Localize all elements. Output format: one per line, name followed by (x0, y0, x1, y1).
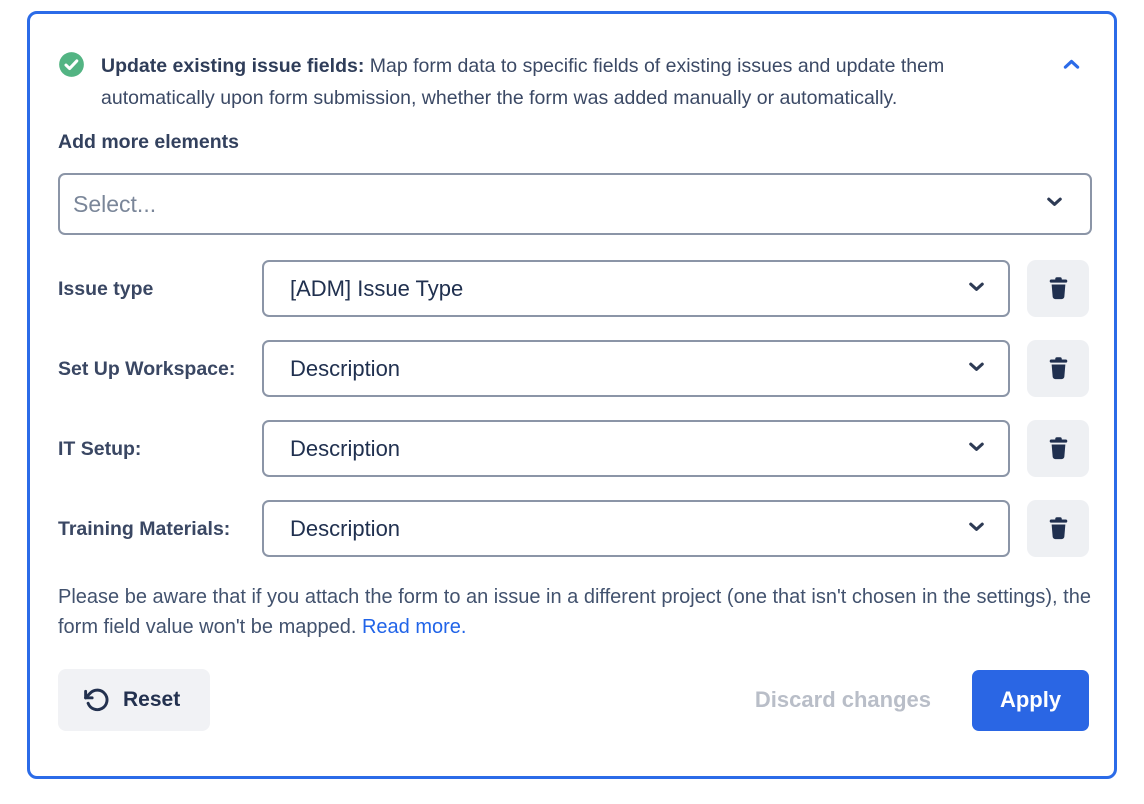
collapse-button[interactable] (1053, 50, 1089, 82)
chevron-up-icon (1061, 54, 1082, 78)
mapping-row-issue-type (58, 260, 1089, 317)
chevron-down-icon (965, 355, 988, 383)
mapping-rows (58, 260, 1089, 557)
mapping-warning-note (58, 582, 1092, 642)
field-select-value: [ADM] Issue Type (290, 275, 464, 301)
add-element-select[interactable] (58, 173, 1092, 235)
chevron-down-icon (965, 435, 988, 463)
mapping-row-label: Set Up Workspace: (58, 357, 236, 380)
panel-title-bold: Update existing issue fields: (101, 55, 365, 77)
mapping-settings-panel (27, 11, 1117, 779)
mapping-row-label: Issue type (58, 277, 154, 300)
field-select-value: Description (290, 435, 401, 461)
reset-button-label: Reset (123, 688, 181, 711)
delete-mapping-button[interactable] (1027, 420, 1089, 477)
note-text: Please be aware that if you attach the form to an issue in a different project (one that isn't chosen in the settings), the form field value won't be mapped. (58, 586, 1091, 638)
field-select-training-materials[interactable] (262, 500, 1010, 557)
delete-mapping-button[interactable] (1027, 340, 1089, 397)
mapping-row-set-up-workspace (58, 340, 1089, 397)
trash-icon (1045, 434, 1072, 464)
chevron-down-icon (965, 515, 988, 543)
select-placeholder: Select... (73, 190, 157, 217)
apply-button[interactable]: Apply (972, 670, 1089, 731)
chevron-down-icon (1043, 190, 1066, 218)
panel-header (58, 50, 1089, 114)
trash-icon (1045, 514, 1072, 544)
field-select-value: Description (290, 515, 401, 541)
field-select-issue-type[interactable] (262, 260, 1010, 317)
delete-mapping-button[interactable] (1027, 500, 1089, 557)
reset-button[interactable] (58, 669, 210, 731)
panel-title (101, 50, 993, 114)
add-more-elements-label: Add more elements (58, 131, 239, 153)
trash-icon (1045, 274, 1072, 304)
trash-icon (1045, 354, 1072, 384)
rotate-ccw-icon (84, 687, 110, 713)
field-select-set-up-workspace[interactable] (262, 340, 1010, 397)
mapping-row-it-setup (58, 420, 1089, 477)
delete-mapping-button[interactable] (1027, 260, 1089, 317)
check-circle-icon (58, 51, 85, 78)
panel-footer (58, 669, 1089, 731)
read-more-link[interactable]: Read more. (361, 616, 467, 638)
field-select-value: Description (290, 355, 401, 381)
mapping-row-label: IT Setup: (58, 437, 142, 460)
mapping-row-label: Training Materials: (58, 517, 231, 540)
field-select-it-setup[interactable] (262, 420, 1010, 477)
panel-title-description: Map form data to specific fields of existing issues and update them automatically upon form submission, whether the form was added manually or automatically. (101, 55, 945, 109)
mapping-row-training-materials (58, 500, 1089, 557)
discard-changes-button[interactable]: Discard changes (754, 687, 931, 712)
chevron-down-icon (965, 275, 988, 303)
